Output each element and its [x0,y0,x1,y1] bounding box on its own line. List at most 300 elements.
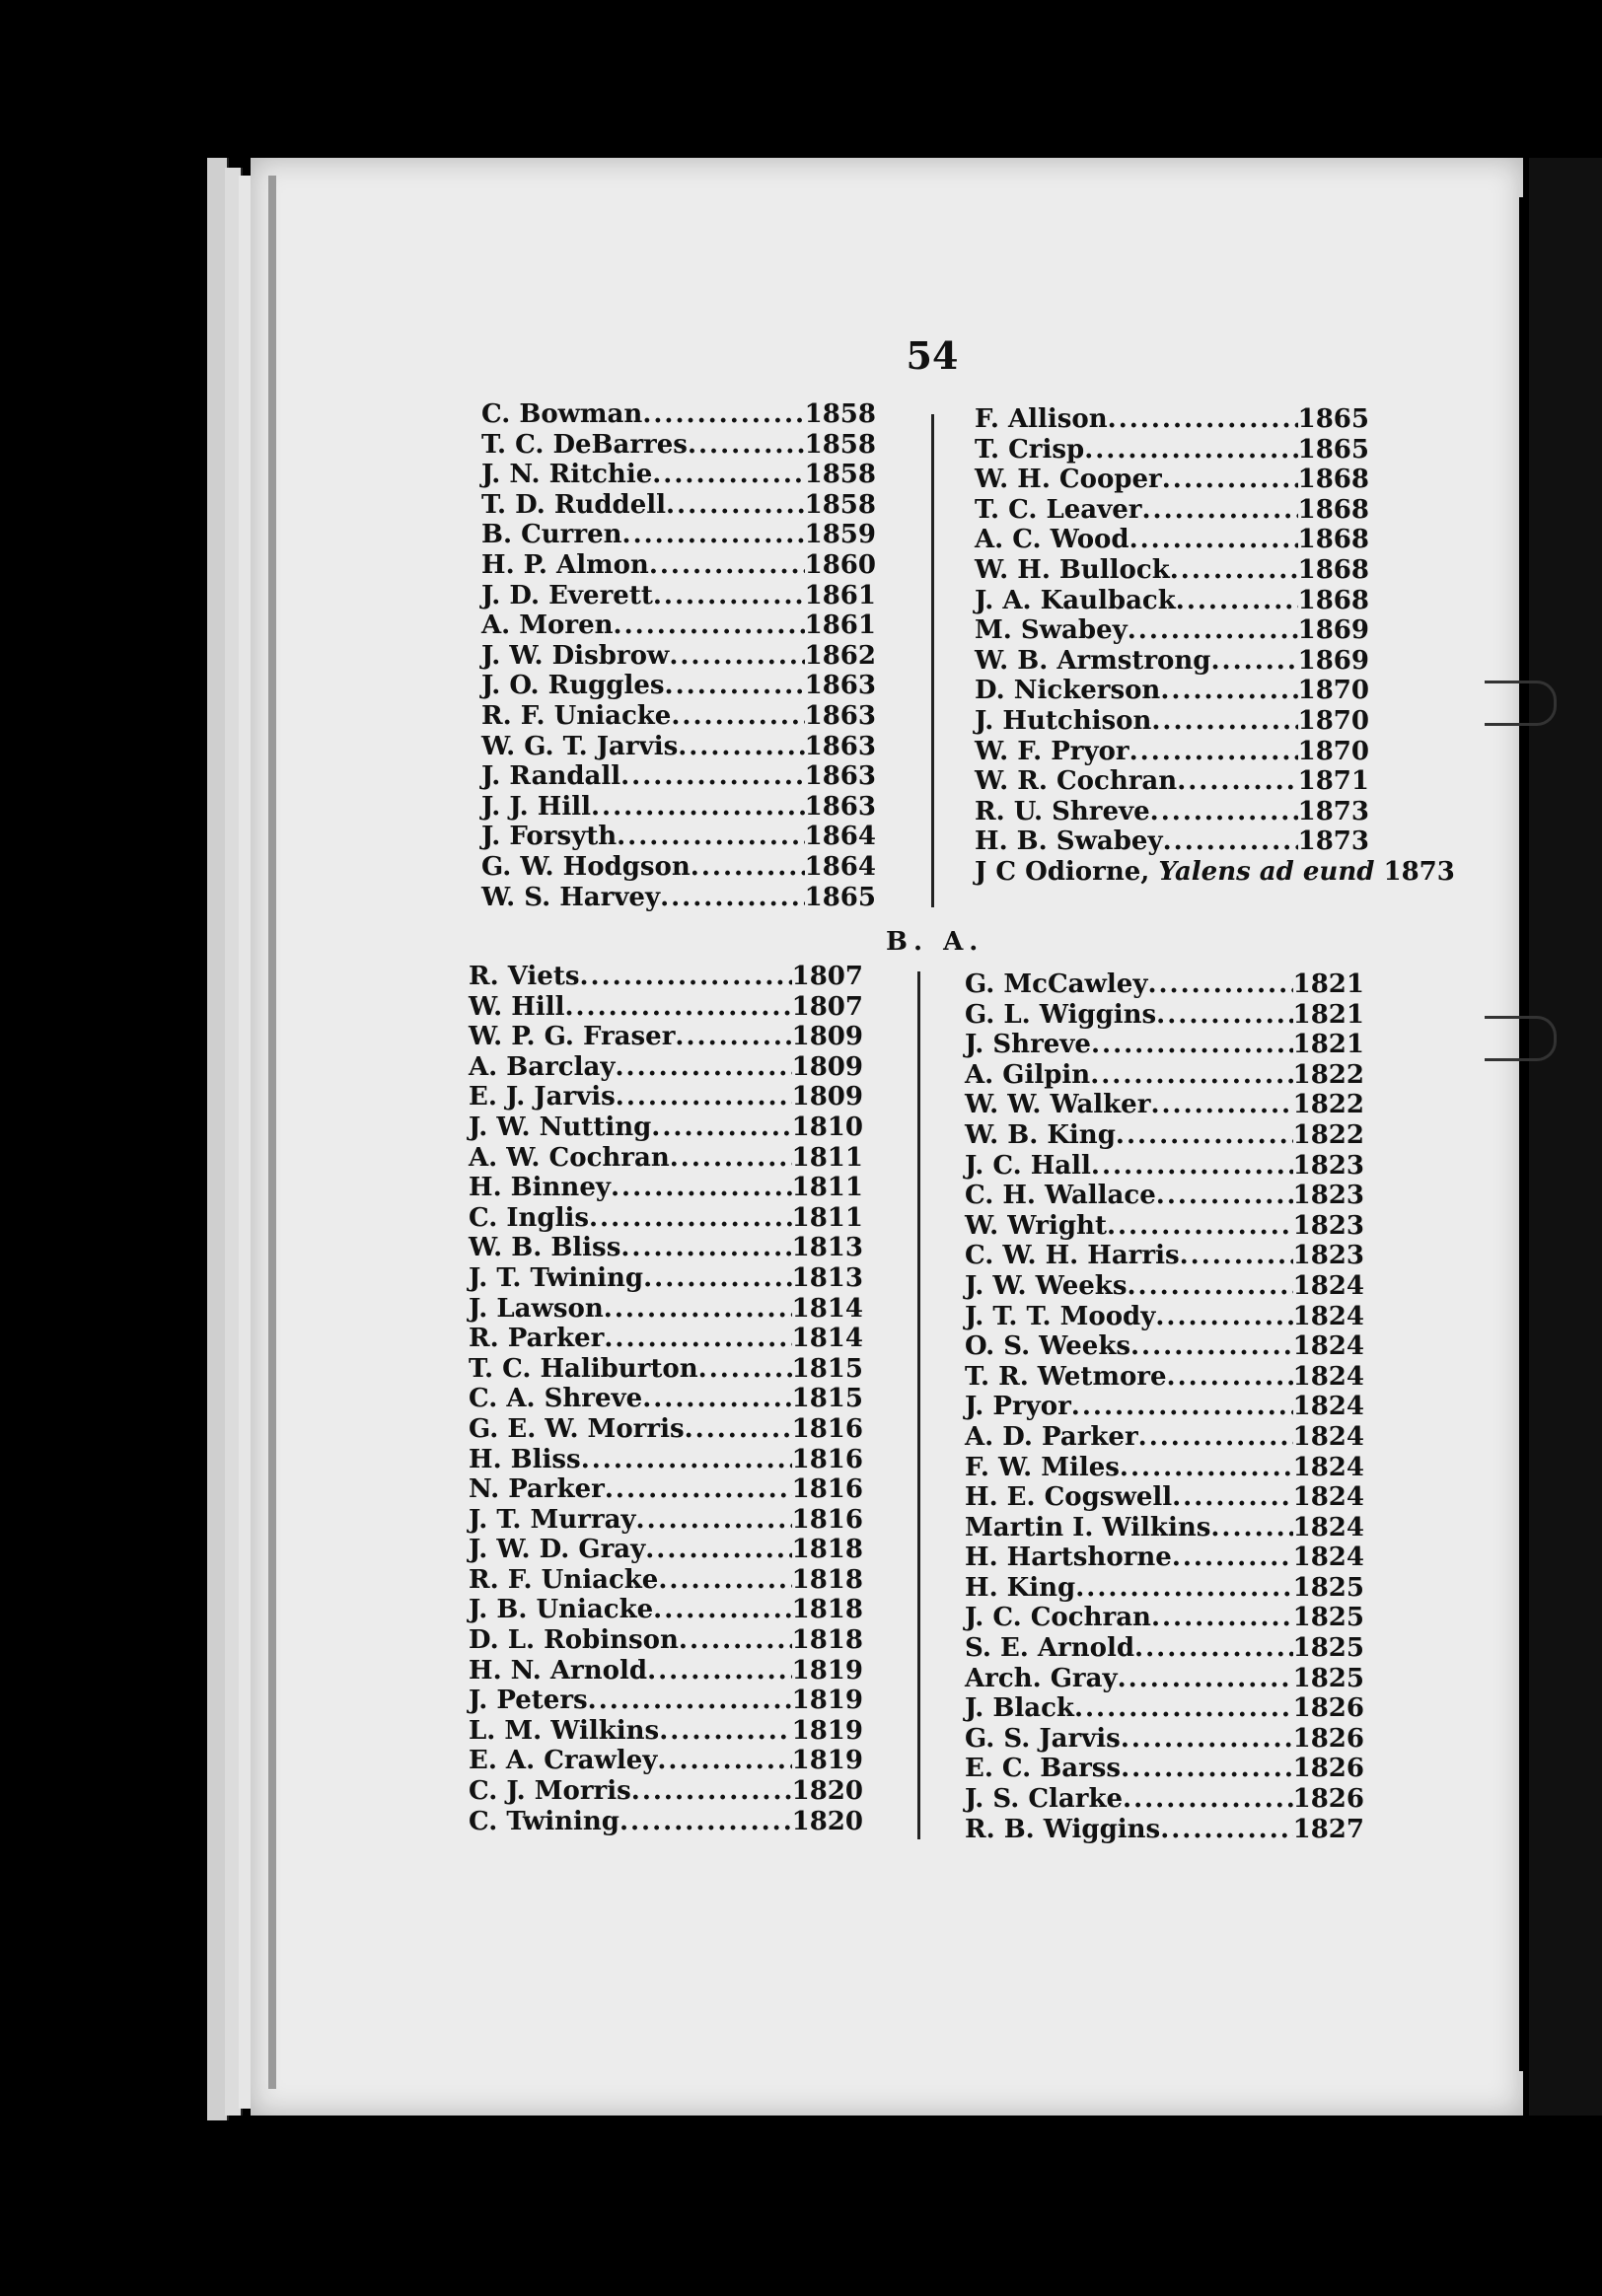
list-item [965,969,1364,1000]
list-item [481,701,876,732]
entry-name: G. E. W. Morris [469,1413,685,1444]
entry-year: 1824 [1292,1482,1364,1513]
leader-dots [1129,525,1298,555]
entry-year: 1824 [1292,1270,1364,1301]
list-item [469,1505,863,1536]
ba-left-list [469,962,863,1836]
leader-dots [591,792,805,823]
leader-dots [1147,969,1292,1000]
entry-name: R. Viets [469,962,580,991]
entry-name: G. W. Hodgson [481,851,691,882]
list-item [469,1565,863,1596]
list-item [469,1686,863,1716]
entry-name: J. Lawson [469,1293,604,1324]
leader-dots [1167,1362,1293,1393]
entry-year: 1823 [1292,1210,1364,1241]
list-item [469,1173,863,1203]
entry-year: 1870 [1297,676,1369,706]
entry-name: J. S. Clarke [965,1784,1124,1815]
leader-dots [1141,495,1297,526]
entry-year: 1813 [791,1233,863,1263]
entry-year: 1870 [1297,705,1369,736]
list-item [975,495,1369,526]
list-item [975,766,1369,797]
entry-name: H. B. Swabey [975,826,1163,857]
list-item [965,1331,1364,1362]
leader-dots [1075,1573,1292,1604]
list-item [965,1693,1364,1724]
entry-name: H. E. Cogswell [965,1482,1173,1513]
entry-year: 1826 [1292,1754,1364,1784]
leader-dots [1160,1815,1292,1845]
leader-dots [1156,1181,1293,1211]
entry-year: 1871 [1297,766,1369,797]
entry-year: 1861 [804,610,876,641]
list-item [469,962,863,992]
entry-name: J. W. D. Gray [469,1535,646,1565]
list-item [975,826,1369,857]
list-item [469,1807,863,1837]
entry-year: 1863 [804,671,876,701]
leader-dots [588,1686,792,1716]
entry-year: 1819 [791,1655,863,1686]
leader-dots [1120,1453,1293,1483]
list-item [965,1784,1364,1815]
leader-dots [564,992,791,1023]
entry-name: D. L. Robinson [469,1625,679,1656]
entry-name: H. King [965,1572,1076,1603]
list-item [469,1595,863,1625]
leader-dots [649,550,805,581]
list-item [481,581,876,611]
entry-year: 1818 [791,1625,863,1656]
entry-name: G. L. Wiggins [965,999,1157,1030]
entry-year: 1815 [791,1384,863,1414]
list-item [469,1263,863,1294]
entry-year: 1861 [804,580,876,610]
entry-name: H. P. Almon [481,549,649,580]
list-item [975,435,1369,466]
leader-dots [631,1776,792,1807]
entry-name: W. G. T. Jarvis [481,731,679,761]
entry-year: 1815 [791,1353,863,1384]
list-item [469,1143,863,1174]
leader-dots [1163,826,1298,857]
list-item [469,1203,863,1234]
entry-year: 1821 [1292,1030,1364,1060]
entry-name: W. B. King [965,1119,1116,1150]
list-item [469,1052,863,1083]
entry-name: E. A. Crawley [469,1746,658,1776]
entry-year: 1821 [1292,969,1364,999]
entry-name: W. S. Harvey [481,882,661,912]
entry-name: T. R. Wetmore [965,1361,1167,1392]
leader-dots [1107,1211,1293,1242]
entry-year: 1809 [791,1051,863,1082]
list-item [965,1302,1364,1332]
leader-dots [589,1203,792,1234]
entry-name: Martin I. Wilkins [965,1512,1211,1543]
list-item [481,460,876,490]
entry-year: 1873 [1383,857,1455,887]
list-item [965,1030,1364,1060]
entry-year: 1818 [791,1595,863,1625]
list-item [965,1211,1364,1242]
entry-year: 1865 [1297,434,1369,465]
entry-year: 1864 [804,851,876,882]
list-item [469,1535,863,1565]
entry-name: H. Binney [469,1173,611,1203]
entry-name: Arch. Gray [965,1663,1118,1693]
leader-dots [1129,737,1298,767]
entry-name: J. B. Uniacke [469,1595,654,1625]
list-item [975,525,1369,555]
entry-year: 1816 [791,1444,863,1474]
ba-right-list [965,969,1364,1844]
entry-name: C. Twining [469,1806,619,1836]
entry-year: 1868 [1297,465,1369,495]
list-item [481,641,876,672]
list-item [975,706,1369,737]
entry-year: 1858 [804,460,876,490]
entry-name: W. P. G. Fraser [469,1022,676,1052]
entry-year: 1823 [1292,1181,1364,1211]
list-item [965,1422,1364,1453]
entry-name: A. C. Wood [975,525,1129,555]
list-item [469,1324,863,1354]
entry-name: F. W. Miles [965,1452,1120,1482]
leader-dots [1121,1724,1293,1755]
leader-dots [636,1505,792,1536]
entry-name: J. T. T. Moody [965,1301,1156,1331]
entry-name: J. A. Kaulback [975,585,1176,615]
entry-name: H. Bliss [469,1444,581,1474]
entry-year: 1823 [1292,1241,1364,1271]
entry-year: 1811 [791,1202,863,1233]
list-item [965,1815,1364,1845]
entry-name: O. S. Weeks [965,1331,1130,1362]
entry-name: J. D. Everett [481,580,653,610]
entry-name: E. C. Barss [965,1754,1122,1784]
entry-year: 1820 [791,1806,863,1836]
entry-year: 1822 [1292,1119,1364,1150]
entry-year: 1826 [1292,1693,1364,1724]
list-item [469,1656,863,1686]
entry-name: T. Crisp [975,434,1085,465]
leader-dots [1151,1603,1293,1633]
entry-year: 1825 [1292,1633,1364,1664]
entry-name: J. Shreve [965,1030,1091,1060]
leader-dots [647,1656,792,1686]
list-item [481,761,876,792]
leader-dots [1091,1151,1293,1182]
column-divider [917,971,920,1839]
page-number: 54 [906,333,959,378]
entry-year: 1816 [791,1413,863,1444]
entry-year: 1825 [1292,1603,1364,1633]
leader-dots [675,1022,791,1052]
page-gutter-line [1519,197,1529,2071]
list-item [481,520,876,550]
list-item [965,1664,1364,1694]
entry-year: 1816 [791,1474,863,1505]
list-item [481,792,876,823]
leader-dots [581,1445,792,1475]
leader-dots [1210,646,1297,677]
list-item [469,1022,863,1052]
leader-dots [1127,1271,1292,1302]
list-item [481,550,876,581]
facing-page-shadow [1529,158,1602,2116]
entry-name: C. Inglis [469,1202,589,1233]
list-item [469,1625,863,1656]
binding-clip [1485,1016,1557,1061]
leader-dots [1172,1482,1293,1513]
entry-name: A. W. Cochran [469,1142,670,1173]
leader-dots [651,1112,791,1143]
leader-dots [604,1294,792,1325]
leader-dots [1108,404,1298,435]
entry-name: R. B. Wiggins [965,1814,1161,1844]
entry-name: C. H. Wallace [965,1181,1156,1211]
entry-name: J. Forsyth [481,822,618,852]
entry-year: 1863 [804,700,876,731]
entry-name: J. Hutchison [975,705,1152,736]
leader-dots [642,1384,791,1414]
entry-name: S. E. Arnold [965,1633,1135,1664]
entry-name: J. J. Hill [481,791,591,822]
list-item [965,1453,1364,1483]
entry-year: 1869 [1297,645,1369,676]
entry-name: R. F. Uniacke [481,700,672,731]
entry-name: R. F. Uniacke [469,1564,659,1595]
leader-dots [1134,1633,1293,1664]
list-item [965,1754,1364,1784]
list-item [469,1414,863,1445]
entry-name: W. R. Cochran [975,766,1178,797]
leader-dots [1071,1392,1293,1422]
entry-name: J. T. Murray [469,1504,636,1535]
entry-year: 1873 [1297,826,1369,857]
list-item [965,1724,1364,1755]
list-item [481,883,876,913]
leader-dots [678,732,804,762]
entry-name: W. Wright [965,1210,1107,1241]
entry-name: W. B. Armstrong [975,645,1211,676]
entry-year: 1824 [1292,1331,1364,1362]
leader-dots [1150,1090,1292,1120]
leader-dots [616,1082,792,1112]
top-left-list [481,399,876,912]
entry-year: 1863 [804,791,876,822]
list-item [975,555,1369,586]
entry-name: J. T. Twining [469,1262,644,1293]
leader-dots [1130,1331,1293,1362]
list-item [965,1181,1364,1211]
list-item [965,1000,1364,1031]
entry-year: 1822 [1292,1059,1364,1090]
entry-year: 1826 [1292,1784,1364,1815]
entry-year: 1858 [804,489,876,520]
entry-name: T. C. Leaver [975,494,1142,525]
leader-dots [660,883,805,913]
entry-year: 1827 [1292,1814,1364,1844]
top-right-list [975,404,1369,857]
entry-name: C. Bowman [481,399,643,429]
column-divider [931,414,934,907]
entry-name: C. W. H. Harris [965,1241,1180,1271]
leader-dots [620,1233,791,1263]
leader-dots [669,641,804,672]
entry-name: A. D. Parker [965,1421,1138,1452]
leader-dots [1177,766,1297,797]
entry-name: F. Allison [975,404,1108,434]
list-item [469,1746,863,1776]
leader-dots [1160,676,1297,706]
leader-dots [1090,1060,1292,1091]
leader-dots [645,1535,791,1565]
entry-year: 1824 [1292,1301,1364,1331]
entry-year: 1862 [804,640,876,671]
leader-dots [1162,465,1298,495]
leader-dots [657,1746,791,1776]
list-item [965,1603,1364,1633]
entry-year: 1809 [791,1082,863,1112]
leader-dots [688,430,805,461]
entry-note: Yalens ad eund [1158,857,1375,887]
entry-name: W. Hill [469,991,565,1022]
leader-dots [659,1716,791,1747]
entry-name: R. U. Shreve [975,796,1150,826]
list-item [469,1474,863,1505]
leader-dots [653,581,805,611]
leader-dots [615,1052,791,1083]
entry-year: 1824 [1292,1512,1364,1543]
list-item [481,732,876,762]
list-item [965,1241,1364,1271]
entry-year: 1814 [791,1324,863,1354]
entry-name: J. C. Hall [965,1150,1091,1181]
leader-dots [643,1263,792,1294]
list-item [975,465,1369,495]
list-item [965,1362,1364,1393]
page-margin-edge [268,176,276,2089]
entry-year: 1818 [791,1535,863,1565]
leader-dots [685,1414,792,1445]
entry-name: J. O. Ruggles [481,671,665,701]
entry-year: 1869 [1297,615,1369,646]
entry-year: 1816 [791,1504,863,1535]
list-item [481,399,876,430]
entry-name: J. Peters [469,1686,588,1716]
entry-year: 1860 [804,549,876,580]
leader-dots [1138,1422,1293,1453]
entry-year: 1873 [1297,796,1369,826]
entry-year: 1814 [791,1293,863,1324]
leader-dots [1172,1543,1293,1573]
entry-year: 1811 [791,1173,863,1203]
entry-year: 1809 [791,1022,863,1052]
entry-year: 1870 [1297,736,1369,766]
entry-year: 1863 [804,731,876,761]
leader-dots [611,1173,792,1203]
list-item [975,737,1369,767]
list-item [469,992,863,1023]
list-item [965,1392,1364,1422]
entry-name: W. W. Walker [965,1090,1151,1120]
leader-dots [1180,1241,1293,1271]
leader-dots [580,962,792,992]
leader-dots [1084,435,1297,466]
entry-year: 1824 [1292,1361,1364,1392]
list-item [965,1090,1364,1120]
entry-name: W. F. Pryor [975,736,1129,766]
entry-year: 1819 [791,1746,863,1776]
leader-dots [1123,1784,1293,1815]
leader-dots [1176,586,1298,616]
entry-name: M. Swabey [975,615,1128,646]
entry-name: J. N. Ritchie [481,460,653,490]
entry-name: A. Gilpin [965,1059,1091,1090]
binding-clip [1485,681,1557,726]
entry-name: W. H. Bullock [975,554,1170,585]
leader-dots [679,1625,792,1656]
entry-year: 1824 [1292,1421,1364,1452]
entry-year: 1824 [1292,1392,1364,1422]
leader-dots [670,1143,792,1174]
entry-year: 1868 [1297,585,1369,615]
entry-year: 1858 [804,399,876,429]
entry-name: T. C. DeBarres [481,429,688,460]
entry-name: A. Barclay [469,1051,616,1082]
list-item [481,430,876,461]
leader-dots [666,490,805,521]
entry-year: 1825 [1292,1663,1364,1693]
entry-year: 1822 [1292,1090,1364,1120]
list-item [975,797,1369,827]
entry-name: G. S. Jarvis [965,1723,1121,1754]
list-item [469,1384,863,1414]
entry-name: A. Moren [481,610,614,641]
entry-year: 1819 [791,1715,863,1746]
leader-dots [1128,615,1298,646]
entry-name: E. J. Jarvis [469,1082,616,1112]
leader-dots [658,1565,791,1596]
leader-dots [665,671,805,701]
list-item [965,1573,1364,1604]
entry-name: W. B. Bliss [469,1233,621,1263]
entry-year: 1819 [791,1686,863,1716]
list-item [469,1776,863,1807]
top-right-list-last-entry [975,857,1455,888]
leader-dots [1118,1664,1293,1694]
leader-dots [614,610,805,641]
entry-name: T. C. Haliburton [469,1353,698,1384]
entry-year: 1820 [791,1776,863,1807]
leader-dots [1156,1000,1292,1031]
entry-year: 1868 [1297,525,1369,555]
leader-dots [622,520,805,550]
entry-name: B. Curren [481,520,622,550]
list-item [965,1271,1364,1302]
list-item [469,1233,863,1263]
leader-dots [1116,1120,1293,1151]
list-item [965,1633,1364,1664]
entry-year: 1858 [804,429,876,460]
entry-year: 1868 [1297,554,1369,585]
leader-dots [620,761,805,792]
leader-dots [1210,1513,1292,1543]
